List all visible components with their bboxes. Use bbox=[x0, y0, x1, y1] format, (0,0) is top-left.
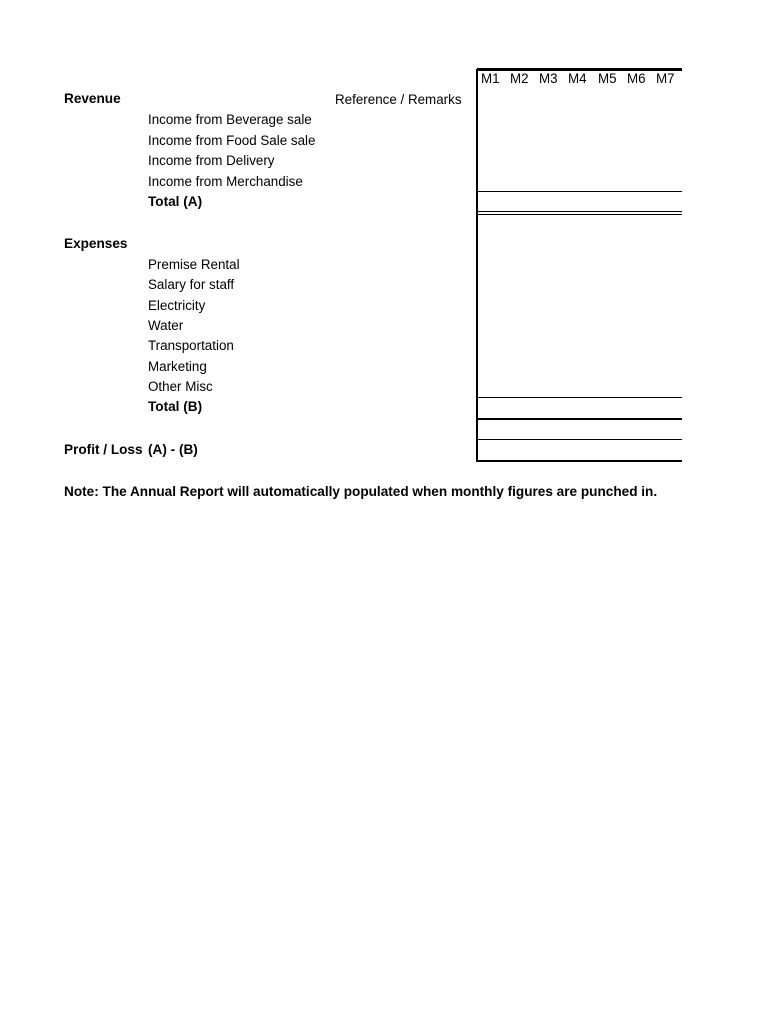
revenue-item: Income from Beverage sale bbox=[148, 112, 312, 127]
expense-item: Premise Rental bbox=[148, 257, 240, 272]
grid-line bbox=[477, 418, 682, 420]
month-header-cell: M4 bbox=[568, 71, 587, 86]
expenses-total-label: Total (B) bbox=[148, 399, 203, 414]
revenue-title: Revenue bbox=[64, 91, 121, 106]
month-header-cell: M5 bbox=[598, 71, 617, 86]
month-header-cell: M3 bbox=[539, 71, 558, 86]
expenses-title: Expenses bbox=[64, 236, 128, 251]
revenue-item: Income from Food Sale sale bbox=[148, 133, 316, 148]
expense-item: Other Misc bbox=[148, 379, 213, 394]
remarks-header: Reference / Remarks bbox=[335, 92, 462, 107]
expense-item: Electricity bbox=[148, 298, 206, 313]
grid-line bbox=[477, 191, 682, 192]
expense-item: Marketing bbox=[148, 359, 207, 374]
grid-line bbox=[477, 211, 682, 212]
revenue-item: Income from Merchandise bbox=[148, 174, 303, 189]
revenue-item: Income from Delivery bbox=[148, 153, 275, 168]
profit-formula: (A) - (B) bbox=[148, 442, 198, 457]
grid-top-border bbox=[477, 68, 682, 71]
note-text: Note: The Annual Report will automatically populated when monthly figures are punched in. bbox=[64, 484, 658, 499]
month-header-cell: M7 bbox=[656, 71, 675, 86]
expense-item: Water bbox=[148, 318, 184, 333]
grid-line bbox=[477, 214, 682, 215]
revenue-total-label: Total (A) bbox=[148, 194, 203, 209]
month-header-cell: M1 bbox=[481, 71, 500, 86]
grid-left-border bbox=[476, 69, 478, 462]
grid-line bbox=[477, 439, 682, 440]
month-header-cell: M2 bbox=[510, 71, 529, 86]
profit-label: Profit / Loss bbox=[64, 442, 143, 457]
month-header-cell: M6 bbox=[627, 71, 646, 86]
expense-item: Salary for staff bbox=[148, 277, 235, 292]
expense-item: Transportation bbox=[148, 338, 234, 353]
grid-bottom-border bbox=[477, 460, 682, 462]
grid-line bbox=[477, 397, 682, 398]
